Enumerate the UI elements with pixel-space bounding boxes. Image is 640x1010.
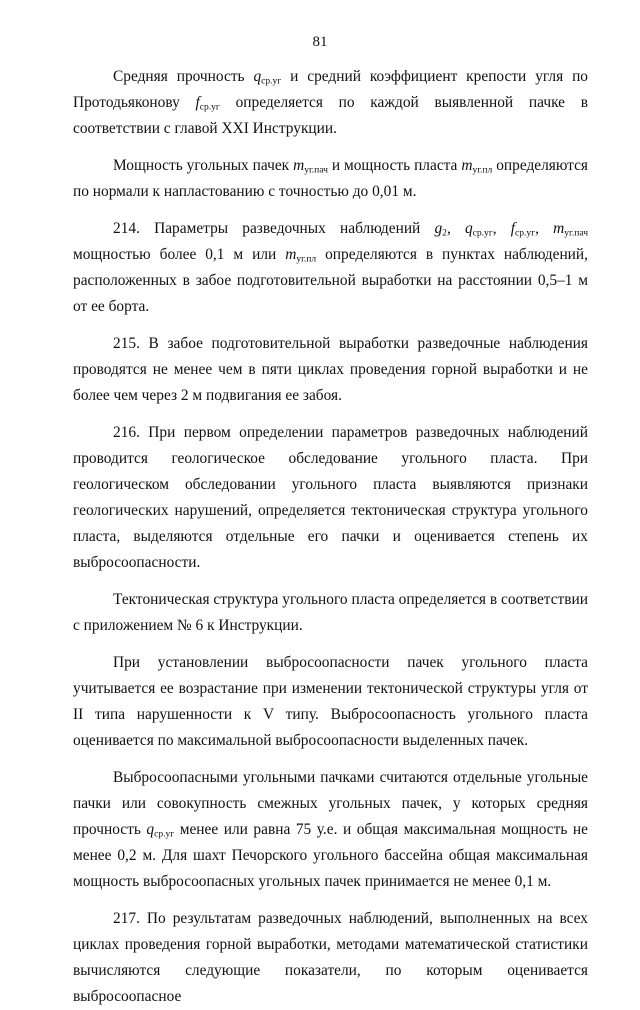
paragraph (73, 64, 588, 142)
text-run: Средняя прочность (113, 68, 254, 85)
paragraph (73, 153, 588, 205)
variable-subscript: уг.пл (472, 164, 493, 176)
text-run: , (446, 220, 465, 237)
paragraph (73, 765, 588, 895)
text-run: Мощность угольных пачек (113, 157, 294, 174)
variable-subscript: ср.уг (199, 101, 220, 113)
paragraph (73, 420, 588, 576)
text-run: определяются в пунктах наблюдений, расположенных в забое подготовительной выработки на расстоянии 0,5–1 м от ее борта. (73, 246, 588, 315)
variable-subscript: ср.уг (472, 227, 493, 239)
math-variable: q (146, 821, 155, 838)
math-variable: f (510, 220, 516, 237)
variable-subscript: ср.уг (154, 828, 175, 840)
text-run: , (492, 220, 511, 237)
variable-subscript: ср.уг (261, 75, 282, 87)
text-run: 216. При первом определении параметров разведочных наблюдений проводится геологическое обследование угольного пласта. При геологическом обследовании угольного пласта выявляются признаки геологических нарушений, определяется тектоническая структура угольного пласта, выделяются отдельные его пачки и оценивается степень их выбросоопасности. (73, 424, 588, 571)
text-run: определяются по нормали к напластованию с точностью до 0,01 м. (73, 157, 588, 200)
paragraph (73, 587, 588, 639)
math-variable: m (285, 246, 297, 263)
text-run: Тектоническая структура угольного пласта определяется в соответствии с приложением № 6 к Инструкции. (73, 591, 588, 634)
math-variable: f (195, 94, 200, 111)
variable-subscript: уг.пач (564, 227, 588, 239)
math-variable: m (553, 220, 565, 237)
paragraph (73, 650, 588, 754)
variable-subscript: уг.пач (304, 164, 328, 176)
math-variable: q (253, 68, 262, 85)
text-run: определяется по каждой выявленной пачке в соответствии с главой XXI Инструкции. (73, 94, 588, 137)
math-variable: g (434, 220, 443, 237)
text-run: мощностью более 0,1 м или (73, 246, 286, 263)
text-run: и средний коэффициент крепости угля по Протодьяконову (73, 68, 589, 111)
page-number: 81 (312, 34, 328, 50)
math-variable: m (293, 157, 305, 174)
variable-subscript: 2 (442, 227, 447, 239)
text-run: 215. В забое подготовительной выработки разведочные наблюдения проводятся не менее чем в пяти циклах проведения горной выработки и не более чем через 2 м подвигания ее забоя. (73, 335, 588, 404)
paragraph (73, 216, 588, 320)
variable-subscript: уг.пл (296, 253, 317, 265)
paragraph (73, 906, 588, 1010)
variable-subscript: ср.уг (515, 227, 536, 239)
text-run: 214. Параметры разведочных наблюдений (113, 220, 435, 237)
math-variable: m (461, 157, 473, 174)
text-run: , (535, 220, 554, 237)
text-run: Выбросоопасными угольными пачками считаются отдельные угольные пачки или совокупность смежных угольных пачек, у которых средняя прочность (73, 769, 588, 838)
paragraph (73, 331, 588, 409)
text-run: При установлении выбросоопасности пачек угольного пласта учитывается ее возрастание при изменении тектонической структуры угля от II типа нарушенности к V типу. Выбросоопасность угольного пласта оценивается по максимальной выбросоопасности выделенных пачек. (73, 654, 588, 749)
text-run: и мощность пласта (327, 157, 462, 174)
text-run: 217. По результатам разведочных наблюдений, выполненных на всех циклах проведения горной выработки, методами математической статистики вычисляются следующие показатели, по которым оценивается выбросоопасное (73, 910, 588, 1005)
document-body (73, 64, 588, 1010)
text-run: менее или равна 75 у.е. и общая максимальная мощность не менее 0,2 м. Для шахт Печорского угольного бассейна общая максимальная мощность выбросоопасных угольных пачек принимается не менее 0,1 м. (73, 821, 588, 890)
math-variable: q (464, 220, 473, 237)
